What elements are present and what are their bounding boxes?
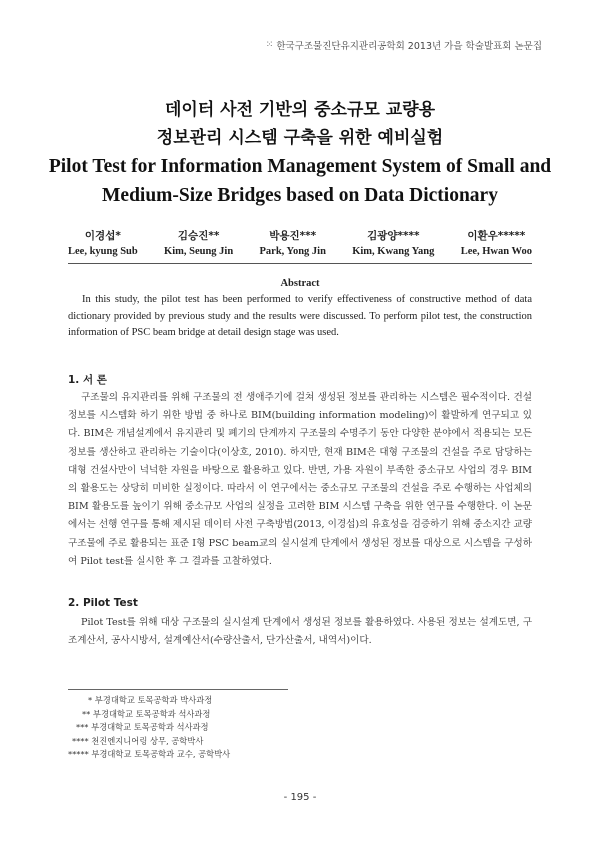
abstract-body: In this study, the pilot test has been performed to verify effectiveness of constructive method of data dictionary provided by previous study and the results were discussed. To perform pilot test, the construction information of PSC beam bridge at detail design stage was used. (68, 294, 532, 338)
author-name-english: Lee, Hwan Woo (460, 246, 532, 257)
running-header (266, 38, 542, 52)
author-name-korean: 김광양**** (367, 230, 420, 242)
english-title (0, 152, 600, 210)
author-name-english: Lee, kyung Sub (68, 246, 138, 257)
korean-title-line-2: 정보관리 시스템 구축을 위한 예비실험 (156, 128, 444, 148)
header-bullet-icon: ⁙ (265, 40, 273, 50)
footnotes (68, 694, 230, 762)
author (164, 228, 233, 260)
author (352, 228, 434, 260)
author-name-korean: 김승진** (177, 230, 220, 242)
page-number: - 195 - (283, 792, 317, 803)
author (68, 228, 138, 260)
abstract-heading: Abstract (280, 278, 320, 289)
author-list (68, 228, 532, 260)
section-1-heading: 1. 서 론 (68, 374, 107, 386)
author-name-korean: 박용진*** (269, 230, 317, 242)
header-text: 한국구조물진단유지관리공학회 2013년 가을 학술발표회 논문집 (276, 41, 542, 52)
section-2-heading: 2. Pilot Test (68, 597, 138, 609)
author-name-english: Park, Yong Jin (259, 246, 326, 257)
author-name-english: Kim, Seung Jin (164, 246, 234, 257)
section-2-body: Pilot Test를 위해 대상 구조물의 실시설계 단계에서 생성된 정보를 활용하였다. 사용된 정보는 설계도면, 구조계산서, 공사시방서, 설계예산서(수량산출서, 단가산출서, 내역서)이다. (68, 617, 532, 647)
english-title-line-1: Pilot Test for Information Management System of Small and (48, 156, 552, 177)
footnote: *** 부경대학교 토목공학과 석사과정 (76, 722, 209, 733)
author (461, 228, 532, 260)
korean-title-line-1: 데이터 사전 기반의 중소규모 교량용 (164, 100, 435, 120)
author-name-english: Kim, Kwang Yang (352, 246, 435, 257)
english-title-line-2: Medium-Size Bridges based on Data Dictionary (102, 185, 498, 206)
title-divider (68, 263, 532, 264)
footnote: ** 부경대학교 토목공학과 석사과정 (82, 708, 211, 719)
author-name-korean: 이환우***** (467, 230, 526, 242)
author-name-korean: 이경섭* (84, 230, 121, 242)
footnote: ***** 부경대학교 토목공학과 교수, 공학박사 (68, 749, 231, 760)
footnote-divider (68, 689, 288, 690)
author (260, 228, 326, 260)
footnote: * 부경대학교 토목공학과 박사과정 (88, 695, 213, 705)
korean-title (0, 96, 600, 152)
footnote: **** 천진엔지니어링 상무, 공학박사 (72, 735, 204, 746)
section-1-body: 구조물의 유지관리를 위해 구조물의 전 생애주기에 걸쳐 생성된 정보를 관리하는 시스템은 필수적이다. 건설 정보를 시스템화 하기 위한 방법 중 하나로 BIM(building information modeling)이 활발하게 연구되고 있다. BIM은 개념설계에서 유지관리 및 폐기의 단계까지 구조물의 수명주기 동안 다양한 분야에서 적용되는 모든 정보를 생산하고 관리하는 기술이다(이상호, 2010). 하지만, 현재 BIM은 대형 구조물의 건설을 주로 담당하는 대형 건설사만이 넉넉한 자원을 바탕으로 활용하고 있다. 반면, 가용 자원이 부족한 중소규모 사업의 경우 BIM의 활용도는 상당히 미비한 실정이다. 따라서 이 연구에서는 중소규모 구조물의 건설을 주로 수행하는 사업체의 BIM 활용도를 높이기 위해 중소규모 사업의 실정을 고려한 BIM 시스템 구축을 위한 연구를 수행한다. 이 논문에서는 선행 연구를 통해 제시된 데이터 사전 구축방법(2013, 이경섭)의 유효성을 검증하기 위해 중소지간 교량 구조물에 주로 활용되는 표준 I형 PSC beam교의 실시설계 단계에서 생성된 정보를 대상으로 시스템을 구성하여 Pilot test를 실시한 후 그 결과를 고찰하였다. (68, 392, 532, 567)
